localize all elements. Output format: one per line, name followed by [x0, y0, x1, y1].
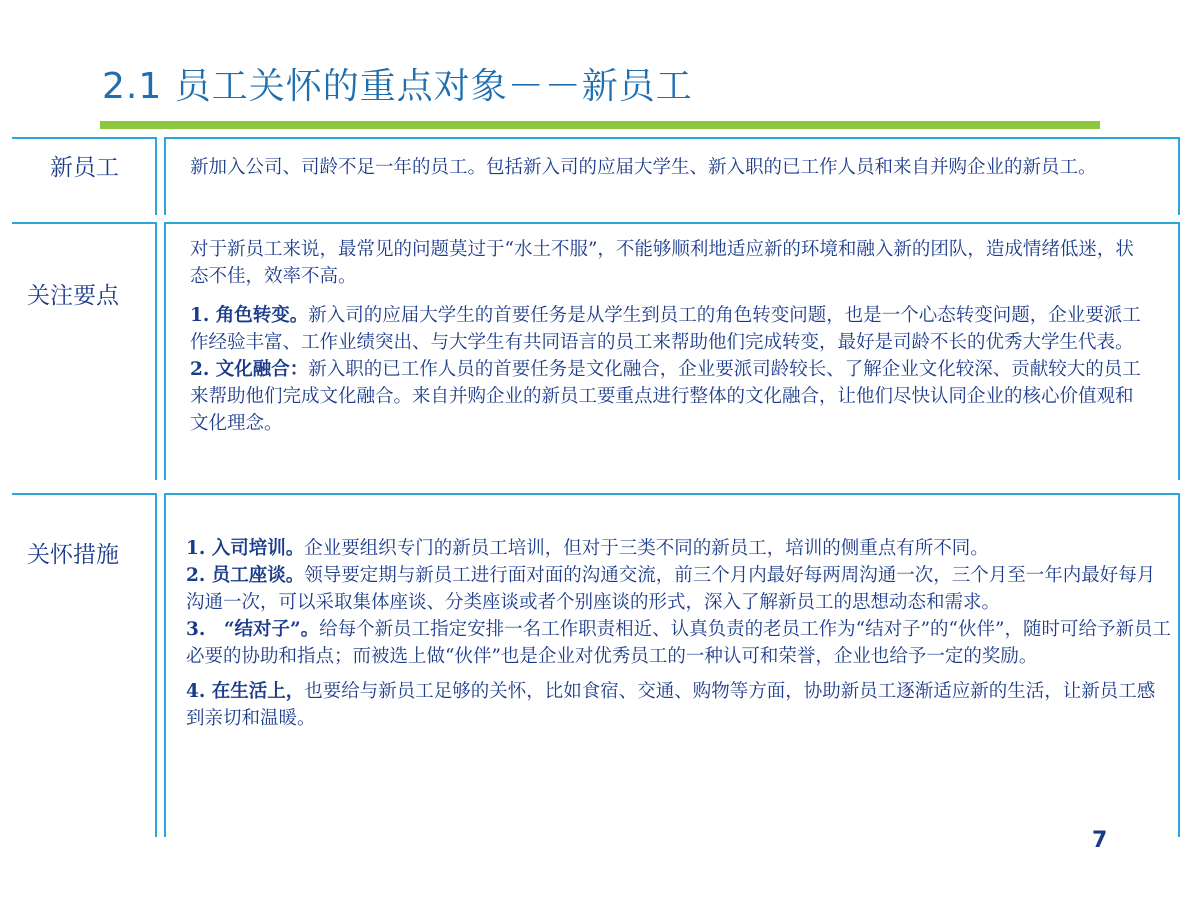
paragraph: 对于新员工来说，最常见的问题莫过于“水土不服”，不能够顺利地适应新的环境和融入新的团队，造成情绪低迷，状态不佳，效率不高。 — [190, 239, 1134, 287]
section-text-new-employee — [190, 154, 1150, 181]
paragraph: 新加入公司、司龄不足一年的员工。包括新入司的应届大学生、新入职的已工作人员和来自并购企业的新员工。 — [190, 157, 1097, 178]
paragraph: 1. 入司培训。企业要组织专门的新员工培训，但对于三类不同的新员工，培训的侧重点有所不同。 — [186, 538, 989, 559]
slide-title: 2.1 员工关怀的重点对象－－新员工 — [102, 66, 693, 107]
paragraph: 2. 文化融合：新入职的已工作人员的首要任务是文化融合，企业要派司龄较长、了解企业文化较深、贡献较大的员工来帮助他们完成文化融合。来自并购企业的新员工要重点进行整体的文化融合，让他们尽快认同企业的核心价值观和文化理念。 — [190, 359, 1141, 434]
title-underline — [100, 121, 1100, 129]
paragraph: 1. 角色转变。新入司的应届大学生的首要任务是从学生到员工的角色转变问题，也是一个心态转变问题，企业要派工作经验丰富、工作业绩突出、与大学生有共同语言的员工来帮助他们完成转变，最好是司龄不长的优秀大学生代表。 — [190, 305, 1141, 353]
section-label-care-measures: 关怀措施 — [27, 542, 119, 568]
paragraph: 2. 员工座谈。领导要定期与新员工进行面对面的沟通交流，前三个月内最好每两周沟通一次，三个月至一年内最好每月沟通一次，可以采取集体座谈、分类座谈或者个别座谈的形式，深入了解新员工的思想动态和需求。 — [186, 565, 1156, 613]
paragraph: 4. 在生活上，也要给与新员工足够的关怀，比如食宿、交通、购物等方面，协助新员工逐渐适应新的生活，让新员工感到亲切和温暖。 — [186, 681, 1156, 729]
page-number: 7 — [1092, 828, 1108, 853]
section-text-care-measures — [186, 535, 1171, 732]
section-text-focus-points — [190, 236, 1150, 437]
section-label-focus-points: 关注要点 — [27, 283, 119, 309]
section-label-new-employee: 新员工 — [50, 155, 119, 181]
label-box-focus-points — [12, 222, 157, 480]
paragraph: 3. “结对子”。给每个新员工指定安排一名工作职责相近、认真负责的老员工作为“结对子”的“伙伴”，随时可给予新员工必要的协助和指点；而被选上做“伙伴”也是企业对优秀员工的一种认可和荣誉，企业也给予一定的奖励。 — [186, 619, 1171, 667]
